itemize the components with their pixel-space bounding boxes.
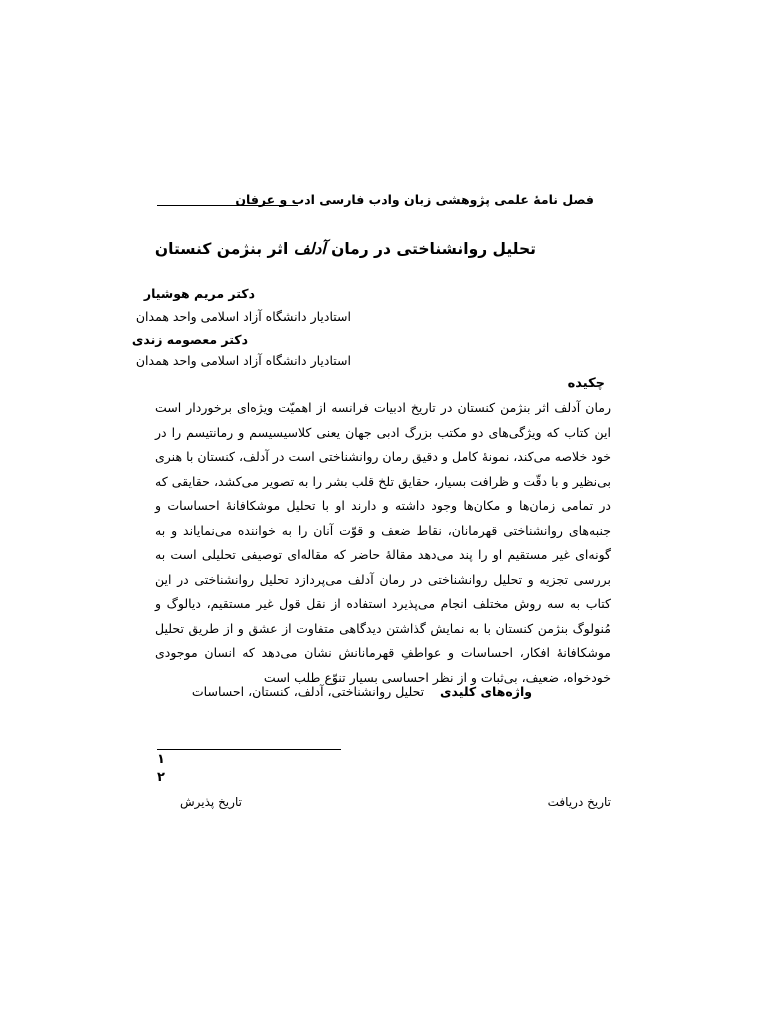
author-1-name: دکتر مریم هوشیار: [143, 286, 255, 301]
journal-header: فصل نامهٔ علمی پژوهشی زبان وادب فارسی ادب و عرفان: [235, 192, 594, 207]
paper-title: [155, 240, 536, 258]
abstract-heading: چکیده: [567, 376, 605, 391]
header-rule: [157, 205, 298, 206]
keywords-values: تحلیل روانشناختی، آدلف، کنستان، احساسات: [191, 684, 425, 699]
title-novel: آدلف: [293, 240, 326, 258]
footnote-marker-1: ۱: [157, 752, 165, 767]
received-date-label: تاریخ دریافت: [547, 795, 611, 809]
author-2-name: دکتر معصومه زندی: [131, 332, 248, 347]
footnote-marker-2: ۲: [157, 770, 165, 785]
abstract-text: رمان آدلف اثر بنژمن کنستان در تاریخ ادبیات فرانسه از اهمیّت ویژه‌ای برخوردار است این کتاب که ویژگی‌های دو مکتب بزرگ ادبی جهان یعنی کلاسیسیسم و رمانتیسم را در خود خلاصه می‌کند، نمونهٔ کامل و دقیق رمان روانشناختی است در آدلف، کنستان با هنری بی‌نظیر و با دقّت و ظرافت بسیار، حقایق تلخ قلب بشر را به تصویر می‌کشد، حقایقی که در تمامی زمان‌ها و مکان‌ها وجود داشته و دارند او با تحلیل موشکافانهٔ احساسات و جنبه‌های روانشناختی قهرمانان، نقاط ضعف و قوّت آنان را به خواننده می‌نمایاند و به گونه‌ای غیر مستقیم او را پند می‌دهد مقالهٔ حاضر که مقاله‌ای توصیفی تحلیلی است به بررسی تجزیه و تحلیل روانشناختی در رمان آدلف می‌پردازد تحلیل روانشناختی در این کتاب به سه روش مختلف انجام می‌پذیرد استفاده از نقل قول غیر مستقیم، دیالوگ و مُنولوگ بنژمن کنستان با به نمایش گذاشتن دیدگاهی متفاوت از عشق و از طریق تحلیل موشکافانهٔ افکار، احساسات و عواطفِ قهرمانانش نشان می‌دهد که انسان موجودی خودخواه، ضعیف، بی‌ثبات و از نظر احساسی بسیار تنوّع طلب است: [155, 400, 611, 685]
footnote-rule: [157, 749, 341, 750]
author-1-affiliation: استادیار دانشگاه آزاد اسلامی واحد همدان: [135, 309, 351, 324]
abstract-body: [155, 396, 611, 690]
keywords-label: واژه‌های کلیدی: [440, 684, 532, 699]
accepted-date-label: تاریخ پذیرش: [180, 795, 242, 809]
title-part-2: اثر بنژمن کنستان: [154, 240, 289, 258]
author-2-affiliation: استادیار دانشگاه آزاد اسلامی واحد همدان: [135, 353, 351, 368]
title-part-1: تحلیل روانشناختی در رمان: [331, 240, 536, 258]
keywords: [192, 684, 532, 699]
